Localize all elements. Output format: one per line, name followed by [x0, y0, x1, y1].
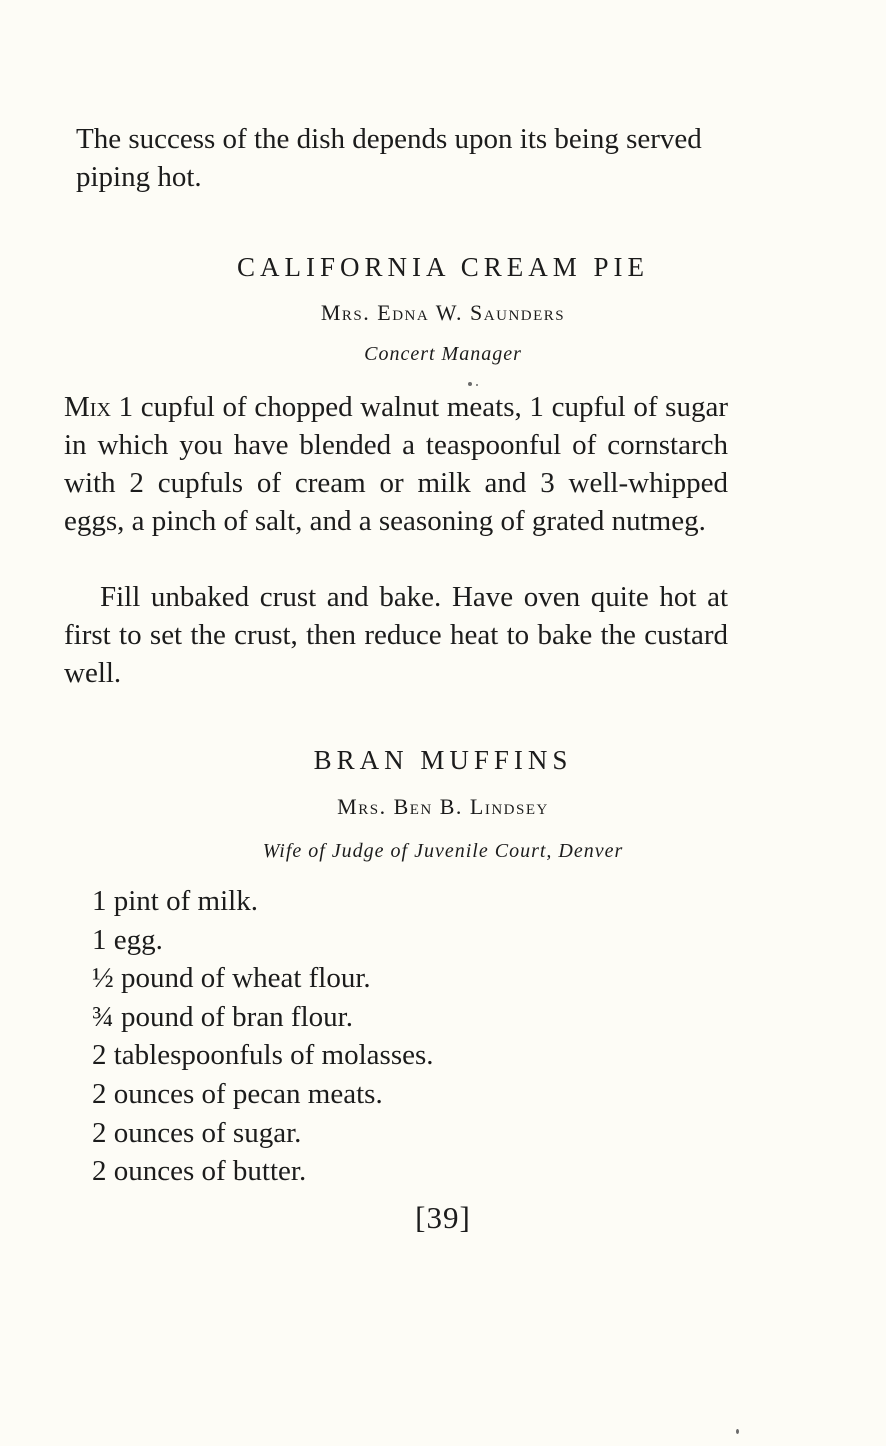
- recipe-paragraph: [64, 388, 728, 540]
- ingredient-item: 2 ounces of sugar.: [92, 1116, 302, 1149]
- ingredient-item: 1 pint of milk.: [92, 885, 258, 917]
- ink-speck: [736, 1429, 739, 1434]
- ingredient-item: ¾ pound of bran flour.: [92, 1000, 353, 1033]
- ingredient-list: [92, 882, 434, 1191]
- recipe-author-role: Wife of Judge of Juvenile Court, Denver: [262, 840, 624, 862]
- ingredient-item: ½ pound of wheat flour.: [92, 962, 371, 995]
- paragraph-lead-word: Mix: [64, 391, 111, 423]
- recipe-author-role: Concert Manager: [364, 343, 522, 365]
- paragraph-text: 1 cupful of chopped walnut meats, 1 cupful of sugar in which you have blended a teaspoonful of cornstarch with 2 cupfuls of cream or milk and 3 well-whipped eggs, a pinch of salt, and a seasoning of grated nutmeg.: [64, 391, 728, 537]
- recipe-author: Mrs. Ben B. Lindsey: [337, 794, 549, 819]
- page-number: [39]: [415, 1200, 471, 1235]
- ingredient-item: 2 ounces of pecan meats.: [92, 1077, 383, 1110]
- recipe-title: BRAN MUFFINS: [313, 745, 573, 775]
- ingredient-item: 2 tablespoonfuls of molasses.: [92, 1039, 434, 1072]
- intro-paragraph: The success of the dish depends upon its being served piping hot.: [76, 123, 702, 193]
- ink-speck: [468, 382, 472, 386]
- ink-speck: [476, 384, 478, 386]
- ingredient-item: 2 ounces of butter.: [92, 1155, 307, 1188]
- recipe-author: Mrs. Edna W. Saunders: [320, 300, 566, 325]
- ingredient-item: 1 egg.: [92, 923, 163, 956]
- recipe-title: CALIFORNIA CREAM PIE: [236, 252, 650, 282]
- recipe-paragraph: Fill unbaked crust and bake. Have oven quite hot at first to set the crust, then reduce heat to bake the custard well.: [64, 581, 728, 689]
